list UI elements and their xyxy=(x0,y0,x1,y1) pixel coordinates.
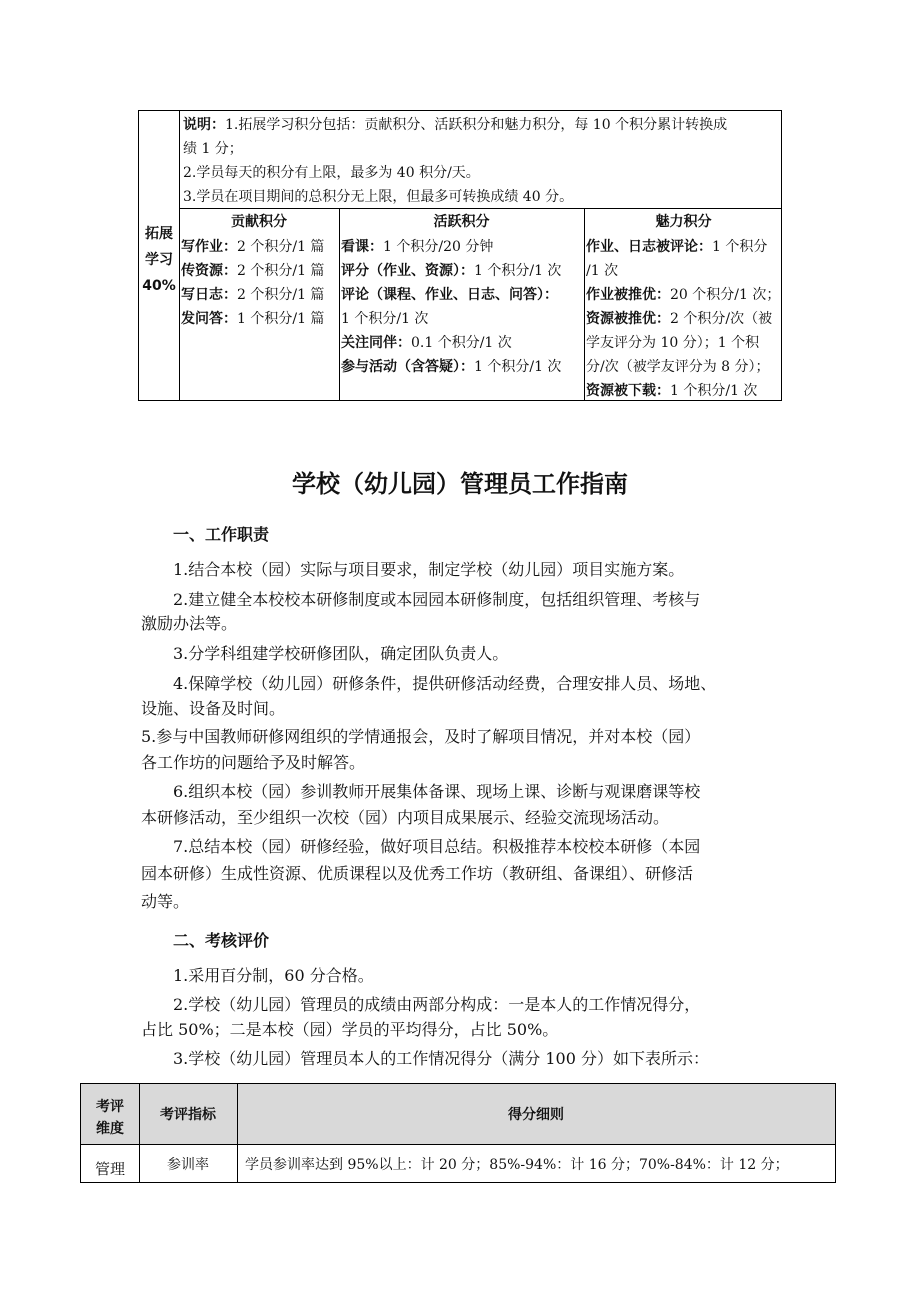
list-item: 分/次（被学友评分为 8 分）； xyxy=(586,359,770,375)
list-item: 传资源：2 个积分/1 篇 xyxy=(181,263,325,279)
list-item: 学友评分为 10 分）；1 个积 xyxy=(586,335,760,351)
column-header-contribution: 贡献积分 xyxy=(231,214,287,230)
list-item: 发问答：1 个积分/1 篇 xyxy=(181,311,325,327)
cell-rules: 学员参训率达到 95%以上：计 20 分；85%-94%：计 16 分；70%-84%：计 12 分； xyxy=(245,1157,789,1173)
header-rules: 得分细则 xyxy=(508,1107,564,1123)
list-item: 评分（作业、资源）：1 个积分/1 次 xyxy=(341,263,562,279)
cell-indicator: 参训率 xyxy=(167,1157,209,1173)
list-item: 参与活动（含答疑）：1 个积分/1 次 xyxy=(341,359,562,375)
column-header-activity: 活跃积分 xyxy=(433,214,490,230)
row-label xyxy=(139,221,179,299)
paragraph: 激励办法等。 xyxy=(141,614,238,633)
list-item: 评论（课程、作业、日志、问答）： xyxy=(341,287,558,303)
paragraph: 7.总结本校（园）研修经验，做好项目总结。积极推荐本校校本研修（本园 xyxy=(173,837,701,856)
note-line: 绩 1 分； xyxy=(183,141,243,157)
list-item: 作业、日志被评论：1 个积分 xyxy=(586,239,768,255)
list-item: /1 次 xyxy=(586,263,619,279)
points-table xyxy=(138,110,782,401)
list-item: 关注同伴：0.1 个积分/1 次 xyxy=(341,335,512,351)
paragraph: 3.学校（幼儿园）管理员本人的工作情况得分（满分 100 分）如下表所示： xyxy=(173,1049,709,1068)
evaluation-table xyxy=(80,1083,836,1183)
contribution-list xyxy=(181,235,338,331)
note-block xyxy=(183,113,779,209)
cell-dimension: 管理 xyxy=(94,1160,125,1178)
list-item: 资源被下载：1 个积分/1 次 xyxy=(586,383,758,399)
list-item: 1 个积分/1 次 xyxy=(341,311,429,327)
paragraph: 设施、设备及时间。 xyxy=(141,699,286,718)
paragraph: 1.结合本校（园）实际与项目要求，制定学校（幼儿园）项目实施方案。 xyxy=(173,560,685,579)
paragraph: 6.组织本校（园）参训教师开展集体备课、现场上课、诊断与观课磨课等校 xyxy=(173,782,701,801)
header-dimension: 考评 维度 xyxy=(96,1099,124,1137)
section-heading: 一、工作职责 xyxy=(173,525,270,544)
note-label: 说明： xyxy=(183,117,225,133)
charm-list xyxy=(586,235,782,403)
list-item: 写日志：2 个积分/1 篇 xyxy=(181,287,325,303)
list-item: 看课：1 个积分/20 分钟 xyxy=(341,239,494,255)
page-title: 学校（幼儿园）管理员工作指南 xyxy=(292,470,628,498)
list-item: 作业被推优：20 个积分/1 次； xyxy=(586,287,781,303)
header-indicator: 考评指标 xyxy=(160,1107,216,1123)
paragraph: 动等。 xyxy=(141,892,190,911)
row-label-line: 拓展 xyxy=(145,226,173,242)
paragraph: 3.分学科组建学校研修团队，确定团队负责人。 xyxy=(173,644,509,663)
row-label-line: 40% xyxy=(142,278,176,294)
note-line: 1.拓展学习积分包括：贡献积分、活跃积分和魅力积分，每 10 个积分累计转换成 xyxy=(225,117,728,133)
paragraph: 5.参与中国教师研修网组织的学情通报会，及时了解项目情况，并对本校（园） xyxy=(141,727,701,746)
list-item: 写作业：2 个积分/1 篇 xyxy=(181,239,325,255)
section-heading: 二、考核评价 xyxy=(173,931,270,950)
paragraph: 2.建立健全本校校本研修制度或本园园本研修制度，包括组织管理、考核与 xyxy=(173,590,701,609)
paragraph: 各工作坊的问题给予及时解答。 xyxy=(141,753,366,772)
paragraph: 占比 50%；二是本校（园）学员的平均得分，占比 50%。 xyxy=(141,1020,559,1039)
paragraph: 2.学校（幼儿园）管理员的成绩由两部分构成：一是本人的工作情况得分， xyxy=(173,995,701,1014)
row-label-line: 学习 xyxy=(145,252,173,268)
note-line: 3.学员在项目期间的总积分无上限，但最多可转换成绩 40 分。 xyxy=(183,189,574,205)
paragraph: 4.保障学校（幼儿园）研修条件，提供研修活动经费，合理安排人员、场地、 xyxy=(173,674,717,693)
activity-list xyxy=(341,235,583,379)
paragraph: 1.采用百分制，60 分合格。 xyxy=(173,966,374,985)
list-item: 资源被推优：2 个积分/次（被 xyxy=(586,311,773,327)
paragraph: 园本研修）生成性资源、优质课程以及优秀工作坊（教研组、备课组）、研修活 xyxy=(141,864,694,883)
column-header-charm: 魅力积分 xyxy=(655,214,712,230)
paragraph: 本研修活动，至少组织一次校（园）内项目成果展示、经验交流现场活动。 xyxy=(141,808,670,827)
note-line: 2.学员每天的积分有上限，最多为 40 积分/天。 xyxy=(183,165,480,181)
